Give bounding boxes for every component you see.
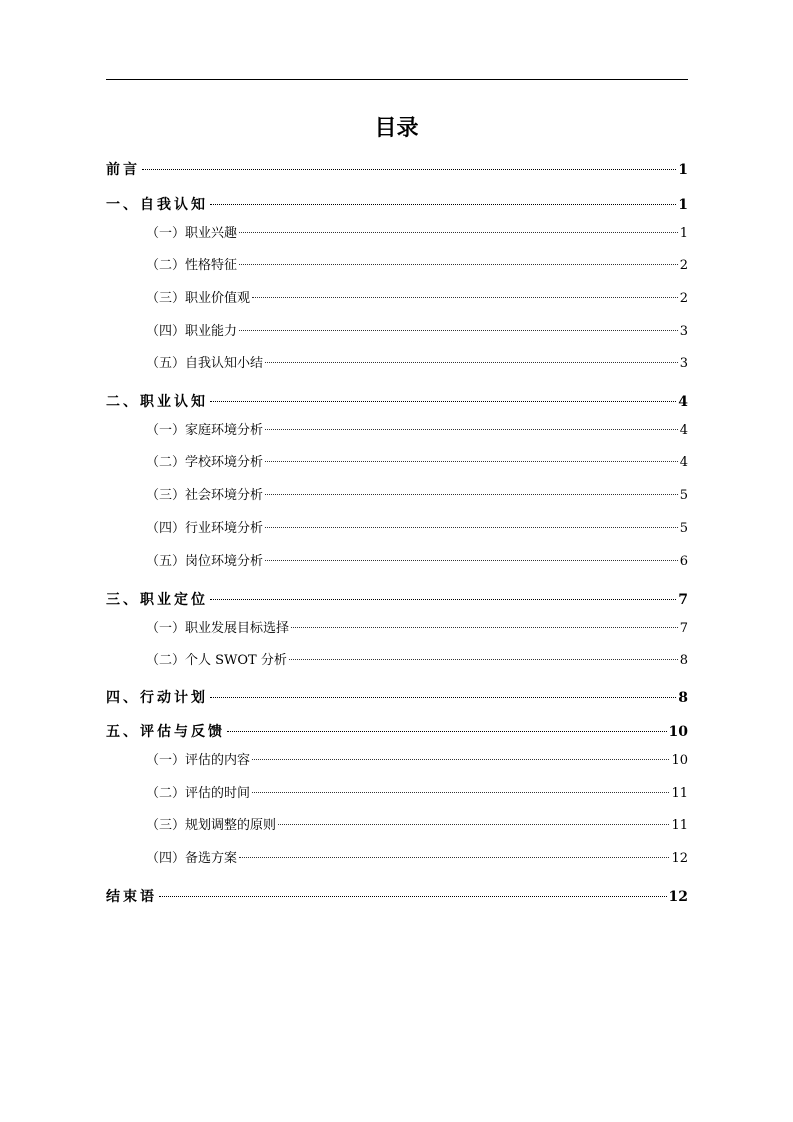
toc-page-number: 7 (679, 621, 688, 636)
toc-entry-label: （四）职业能力 (146, 324, 238, 339)
toc-page-number: 2 (679, 291, 688, 306)
toc-entry-1-2[interactable] (146, 255, 688, 277)
header-rule (106, 79, 688, 80)
toc-entry-5-1[interactable] (146, 750, 688, 772)
toc-dot-leader (142, 168, 676, 170)
toc-dot-leader (239, 856, 669, 858)
toc-entry-5-3[interactable] (146, 815, 688, 837)
toc-title: 目录 (374, 115, 419, 141)
toc-page-number: 11 (671, 818, 688, 833)
toc-entry-section-4[interactable] (106, 687, 688, 709)
toc-page-number: 10 (671, 753, 688, 768)
toc-entry-label: 前言 (106, 162, 140, 178)
toc-entry-preface[interactable] (106, 159, 688, 181)
toc-dot-leader (210, 696, 676, 698)
toc-page-number: 1 (679, 226, 688, 241)
toc-dot-leader (265, 493, 678, 495)
toc-page-number: 11 (671, 786, 688, 801)
toc-page-number: 1 (678, 162, 688, 178)
toc-entry-label: 五、评估与反馈 (106, 724, 225, 740)
toc-entry-label: （一）职业发展目标选择 (146, 621, 290, 636)
toc-entry-label: （五）自我认知小结 (146, 356, 264, 371)
toc-entry-label: （一）家庭环境分析 (146, 423, 264, 438)
toc-entry-label: 二、职业认知 (106, 394, 208, 410)
toc-page-number: 4 (679, 423, 688, 438)
toc-entry-5-4[interactable] (146, 848, 688, 870)
toc-entry-2-3[interactable] (146, 485, 688, 507)
toc-entry-section-2[interactable] (106, 391, 688, 413)
toc-entry-2-2[interactable] (146, 452, 688, 474)
toc-dot-leader (278, 823, 669, 825)
toc-entry-label: （二）评估的时间 (146, 786, 251, 801)
toc-entry-label: （一）评估的内容 (146, 753, 251, 768)
toc-entry-section-5[interactable] (106, 721, 688, 743)
toc-dot-leader (291, 626, 678, 628)
toc-entry-label: （四）行业环境分析 (146, 521, 264, 536)
toc-entry-label: 四、行动计划 (106, 690, 208, 706)
toc-dot-leader (210, 203, 676, 205)
toc-page-number: 12 (668, 889, 688, 905)
toc-dot-leader (227, 730, 667, 732)
toc-entry-label: 三、职业定位 (106, 592, 208, 608)
toc-entry-1-5[interactable] (146, 353, 688, 375)
toc-page-number: 4 (678, 394, 688, 410)
toc-entry-label: （三）社会环境分析 (146, 488, 264, 503)
toc-entry-3-1[interactable] (146, 618, 688, 640)
toc-dot-leader (239, 263, 678, 265)
toc-entry-label: （三）职业价值观 (146, 291, 251, 306)
toc-entry-label: 一、自我认知 (106, 197, 208, 213)
toc-dot-leader (159, 895, 667, 897)
toc-entry-label: （三）规划调整的原则 (146, 818, 277, 833)
toc-entry-label: （二）学校环境分析 (146, 455, 264, 470)
toc-dot-leader (210, 400, 676, 402)
toc-dot-leader (239, 329, 678, 331)
toc-dot-leader (252, 758, 669, 760)
toc-dot-leader (265, 526, 678, 528)
toc-page-number: 10 (668, 724, 688, 740)
toc-dot-leader (210, 598, 676, 600)
toc-entry-label: （一）职业兴趣 (146, 226, 238, 241)
toc-entry-1-4[interactable] (146, 321, 688, 343)
toc-entry-label: 结束语 (106, 889, 157, 905)
toc-page-number: 3 (679, 324, 688, 339)
toc-entry-1-1[interactable] (146, 223, 688, 245)
toc-page-number: 8 (678, 690, 688, 706)
toc-entry-label: （四）备选方案 (146, 851, 238, 866)
toc-page-number: 8 (679, 653, 688, 668)
toc-page-number: 1 (678, 197, 688, 213)
toc-dot-leader (252, 791, 669, 793)
toc-entry-label: （二）性格特征 (146, 258, 238, 273)
toc-dot-leader (239, 231, 678, 233)
toc-page-number: 3 (679, 356, 688, 371)
toc-page-number: 7 (678, 592, 688, 608)
toc-page-number: 2 (679, 258, 688, 273)
toc-entry-3-2[interactable] (146, 650, 688, 672)
toc-entry-2-5[interactable] (146, 551, 688, 573)
toc-entry-label: （二）个人 SWOT 分析 (146, 653, 287, 668)
toc-entry-section-1[interactable] (106, 194, 688, 216)
toc-dot-leader (265, 428, 678, 430)
toc-dot-leader (265, 361, 678, 363)
toc-page-number: 6 (679, 554, 688, 569)
toc-entry-2-4[interactable] (146, 518, 688, 540)
toc-page-number: 5 (679, 488, 688, 503)
toc-entry-2-1[interactable] (146, 420, 688, 442)
toc-dot-leader (265, 460, 678, 462)
toc-page-number: 12 (671, 851, 688, 866)
toc-entry-conclusion[interactable] (106, 886, 688, 908)
toc-entry-5-2[interactable] (146, 783, 688, 805)
toc-dot-leader (289, 658, 678, 660)
toc-entry-label: （五）岗位环境分析 (146, 554, 264, 569)
toc-entry-1-3[interactable] (146, 288, 688, 310)
toc-entry-section-3[interactable] (106, 589, 688, 611)
toc-dot-leader (252, 296, 678, 298)
toc-page-number: 4 (679, 455, 688, 470)
toc-page-number: 5 (679, 521, 688, 536)
toc-dot-leader (265, 559, 678, 561)
